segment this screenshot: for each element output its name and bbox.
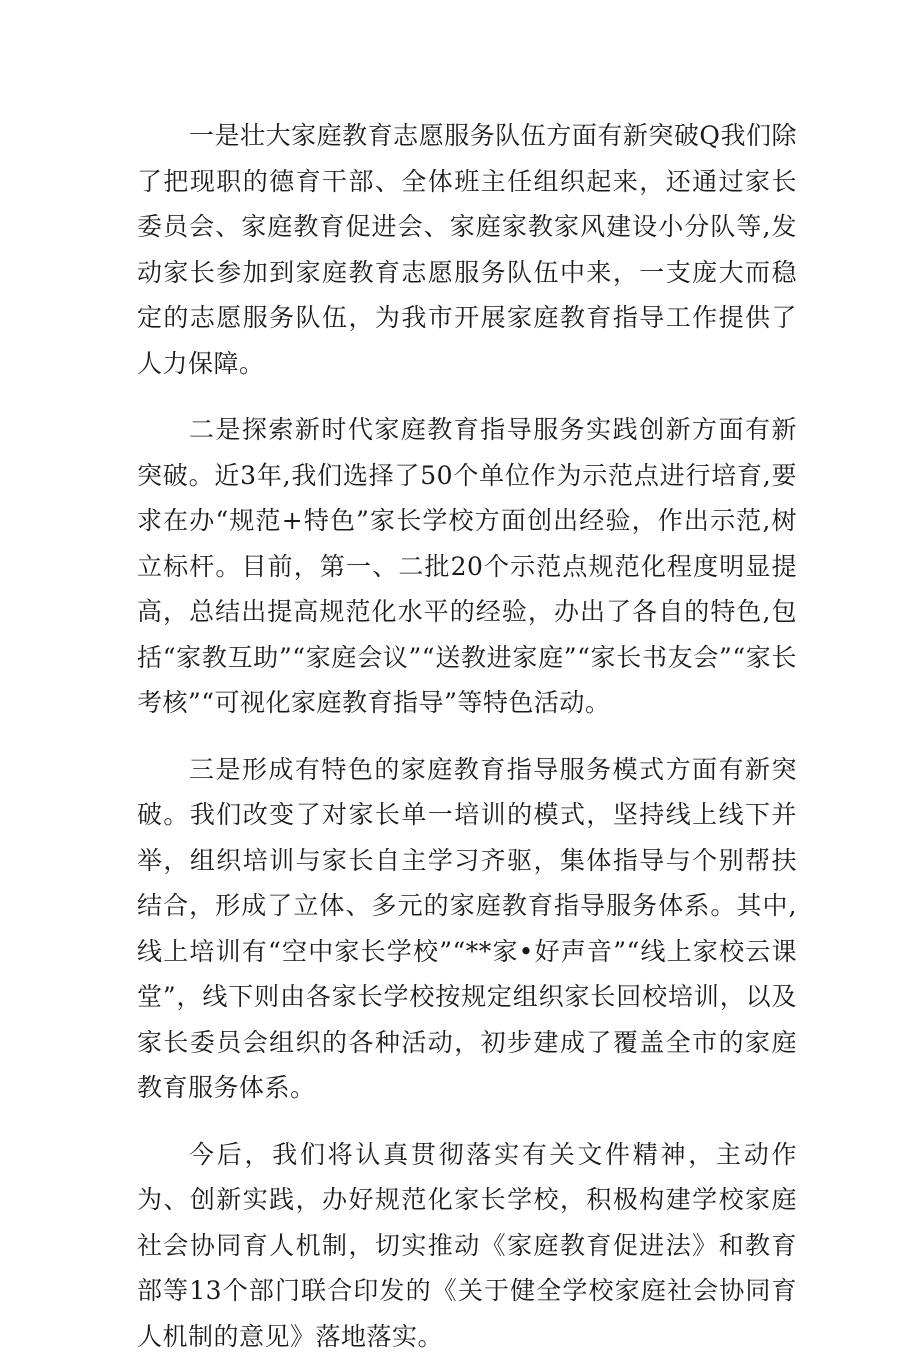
paragraph-service-model: 三是形成有特色的家庭教育指导服务模式方面有新突破。我们改变了对家长单一培训的模式，坚持线上线下并举，组织培训与家长自主学习齐驱，集体指导与个别帮扶结合，形成了立体、多元的家庭教育指导服务体系。其中,线上培训有“空中家长学校”“**家•好声音”“线上家校云课堂”，线下则由各家长学校按规定组织家长回校培训，以及家长委员会组织的各种活动，初步建成了覆盖全市的家庭教育服务体系。 — [137, 747, 797, 1111]
document-body — [137, 113, 797, 1359]
paragraph-practice-innovation: 二是探索新时代家庭教育指导服务实践创新方面有新突破。近3年,我们选择了50个单位作为示范点进行培育,要求在办“规范+特色”家长学校方面创出经验，作出示范,树立标杆。目前，第一、二批20个示范点规范化程度明显提高，总结出提高规范化水平的经验，办出了各自的特色,包括“家教互助”“家庭会议”“送教进家庭”“家长书友会”“家长考核”“可视化家庭教育指导”等特色活动。 — [137, 407, 797, 726]
paragraph-future-plans: 今后，我们将认真贯彻落实有关文件精神，主动作为、创新实践，办好规范化家长学校，积极构建学校家庭社会协同育人机制，切实推动《家庭教育促进法》和教育部等13个部门联合印发的《关于健全学校家庭社会协同育人机制的意见》落地落实。 — [137, 1132, 797, 1359]
paragraph-volunteer-team: 一是壮大家庭教育志愿服务队伍方面有新突破Q我们除了把现职的德育干部、全体班主任组织起来，还通过家长委员会、家庭教育促进会、家庭家教家风建设小分队等,发动家长参加到家庭教育志愿服务队伍中来，一支庞大而稳定的志愿服务队伍，为我市开展家庭教育指导工作提供了人力保障。 — [137, 113, 797, 386]
